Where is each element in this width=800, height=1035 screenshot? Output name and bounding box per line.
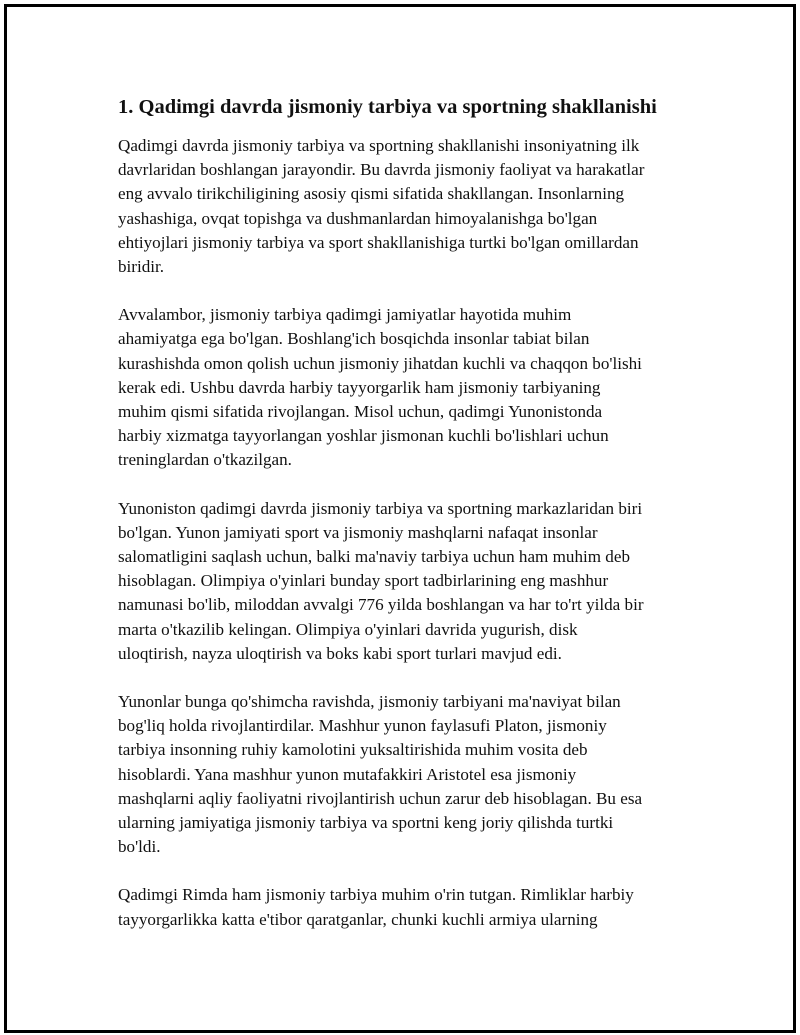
text-line: Avvalambor, jismoniy tarbiya qadimgi jamiyatlar hayotida muhim (118, 305, 572, 325)
text-line: davrlaridan boshlangan jarayondir. Bu davrda jismoniy faoliyat va harakatlar (118, 160, 645, 180)
text-line: ularning jamiyatiga jismoniy tarbiya va sportni keng joriy qilishda turtki (118, 813, 614, 833)
text-line: tarbiya insonning ruhiy kamolotini yuksaltirishida muhim vosita deb (118, 740, 588, 760)
text-line: salomatligini saqlash uchun, balki ma'naviy tarbiya uchun ham muhim deb (118, 547, 630, 567)
text-line: Yunoniston qadimgi davrda jismoniy tarbiya va sportning markazlaridan biri (118, 498, 643, 518)
paragraph-3 (118, 497, 694, 666)
text-line: yashashiga, ovqat topishga va dushmanlardan himoyalanishga bo'lgan (118, 208, 598, 228)
text-line: namunasi bo'lib, miloddan avvalgi 776 yilda boshlangan va har to'rt yilda bir (118, 595, 644, 615)
paragraph-1 (118, 134, 694, 279)
text-line: Qadimgi davrda jismoniy tarbiya va sportning shakllanishi insoniyatning ilk (118, 136, 640, 155)
document-body (118, 94, 694, 956)
text-line: mashqlarni aqliy faoliyatni rivojlantirish uchun zarur deb hisoblagan. Bu esa (118, 788, 643, 808)
text-line: harbiy xizmatga tayyorlangan yoshlar jismonan kuchli bo'lishlari uchun (118, 426, 609, 446)
text-line: bog'liq holda rivojlantirdilar. Mashhur yunon faylasufi Platon, jismoniy (118, 716, 607, 736)
text-line: treninglardan o'tkazilgan. (118, 450, 292, 470)
text-line: bo'ldi. (118, 837, 161, 857)
paragraph-2 (118, 303, 694, 472)
paragraph-5 (118, 883, 694, 931)
text-line: kerak edi. Ushbu davrda harbiy tayyorgarlik ham jismoniy tarbiyaning (118, 377, 601, 397)
text-line: Qadimgi Rimda ham jismoniy tarbiya muhim o'rin tutgan. Rimliklar harbiy (118, 885, 634, 905)
text-line: hisoblardi. Yana mashhur yunon mutafakkiri Aristotel esa jismoniy (118, 764, 577, 784)
text-line: ehtiyojlari jismoniy tarbiya va sport shakllanishiga turtki bo'lgan omillardan (118, 232, 639, 252)
text-line: tayyorgarlikka katta e'tibor qaratganlar, chunki kuchli armiya ularning (118, 909, 598, 929)
text-line: eng avvalo tirikchiligining asosiy qismi sifatida shakllangan. Insonlarning (118, 184, 625, 204)
text-line: ahamiyatga ega bo'lgan. Boshlang'ich bosqichda insonlar tabiat bilan (118, 329, 590, 349)
text-line: bo'lgan. Yunon jamiyati sport va jismoniy mashqlarni nafaqat insonlar (118, 522, 598, 542)
text-line: muhim qismi sifatida rivojlangan. Misol uchun, qadimgi Yunonistonda (118, 402, 603, 422)
paragraph-4 (118, 690, 694, 859)
text-line: marta o'tkazilib kelingan. Olimpiya o'yinlari davrida yugurish, disk (118, 619, 578, 639)
text-line: biridir. (118, 257, 165, 277)
section-heading: 1. Qadimgi davrda jismoniy tarbiya va sportning shakllanishi (118, 96, 657, 118)
text-line: hisoblagan. Olimpiya o'yinlari bunday sport tadbirlarining eng mashhur (118, 571, 609, 591)
text-line: kurashishda omon qolish uchun jismoniy jihatdan kuchli va chaqqon bo'lishi (118, 353, 642, 373)
text-line: uloqtirish, nayza uloqtirish va boks kabi sport turlari mavjud edi. (118, 643, 562, 663)
text-line: Yunonlar bunga qo'shimcha ravishda, jismoniy tarbiyani ma'naviyat bilan (118, 692, 621, 712)
